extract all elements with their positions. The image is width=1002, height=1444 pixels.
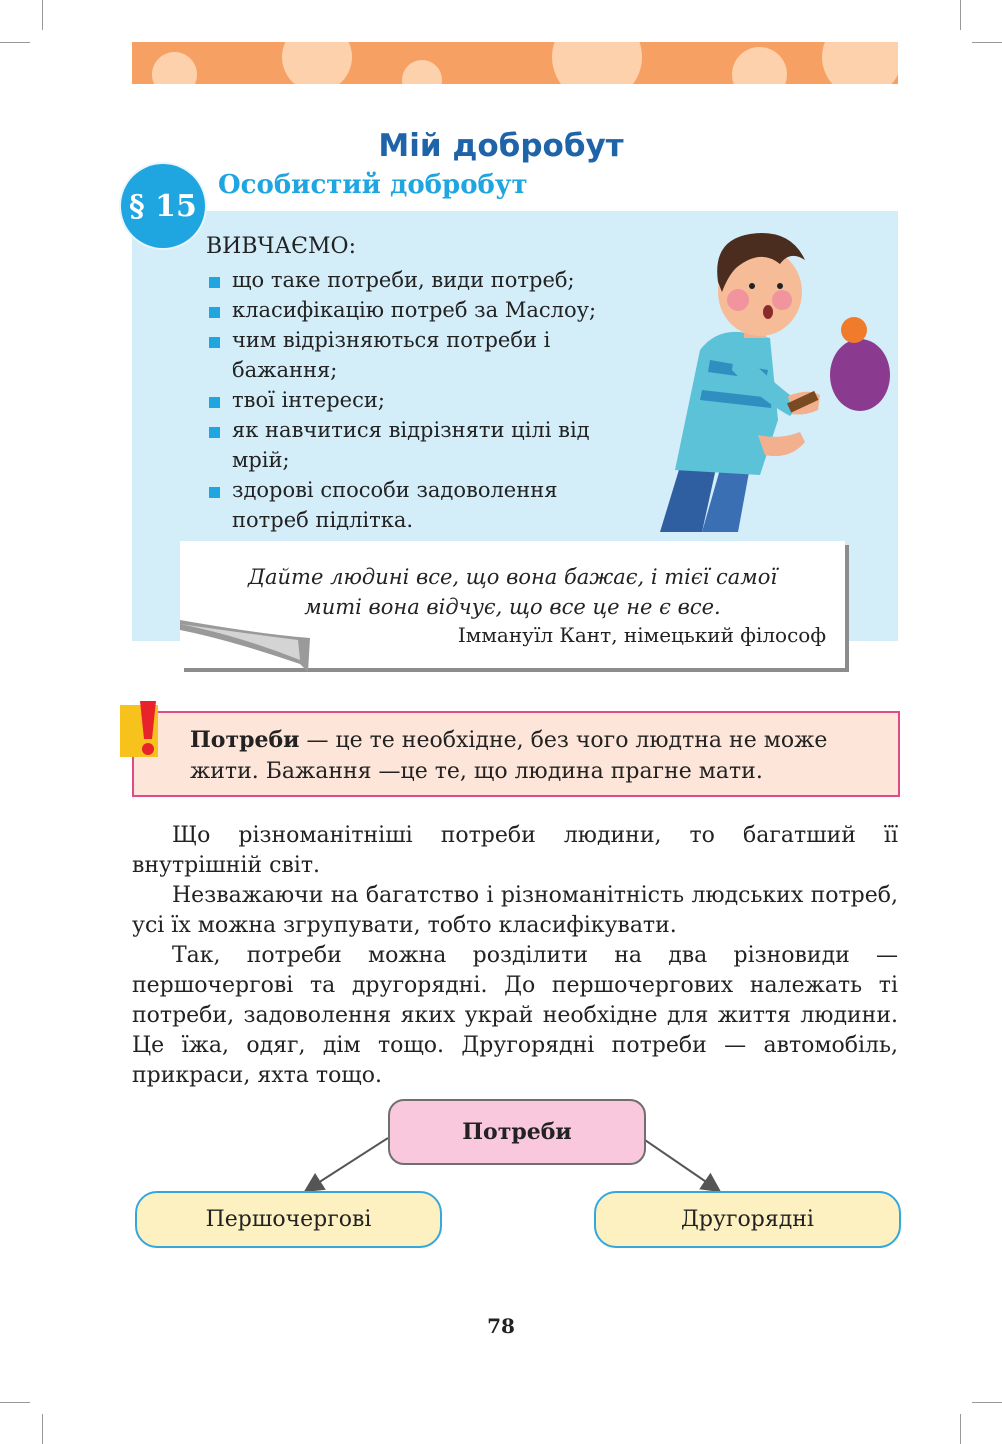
- list-item: як навчитися відрізняти цілі від мрій;: [208, 415, 632, 475]
- exclamation-icon: [118, 699, 172, 759]
- diagram-root-node: Потреби: [388, 1099, 646, 1165]
- crop-mark: [42, 1414, 43, 1444]
- learning-list: [208, 265, 658, 535]
- quote-line: Дайте людині все, що вона бажає, і тієї самої: [247, 565, 778, 589]
- list-item: здорові способи задоволення потреб підлітка.: [208, 475, 632, 535]
- section-number-badge: § 15: [121, 164, 205, 248]
- quote-line: миті вона відчує, що все це не є все.: [304, 595, 721, 619]
- crop-mark: [42, 0, 43, 30]
- body-text: [132, 821, 898, 1091]
- paragraph: Що різноманітніші потреби людини, то багатший її внутрішній світ.: [132, 823, 898, 878]
- diagram-primary-node: Першочергові: [135, 1191, 442, 1248]
- list-item: що таке потреби, види потреб;: [208, 265, 658, 295]
- page-number: 78: [487, 1314, 515, 1338]
- chapter-title: Мій добробут: [378, 128, 624, 164]
- square-bullet-icon: [209, 397, 220, 408]
- square-bullet-icon: [209, 337, 220, 348]
- square-bullet-icon: [209, 307, 220, 318]
- list-item: чим відрізняються потреби і бажання;: [208, 325, 602, 385]
- quote-text: [180, 562, 845, 622]
- header-banner: [132, 42, 898, 84]
- list-item: твої інтереси;: [208, 385, 658, 415]
- square-bullet-icon: [209, 487, 220, 498]
- crop-mark: [972, 42, 1002, 43]
- page-curl-decoration: [180, 620, 310, 672]
- learning-heading: ВИВЧАЄМО:: [206, 234, 356, 259]
- diagram-secondary-node: Другорядні: [594, 1191, 901, 1248]
- square-bullet-icon: [209, 427, 220, 438]
- crop-mark: [0, 1402, 30, 1403]
- definition-term: Потреби: [190, 727, 300, 753]
- crop-mark: [960, 1414, 961, 1444]
- crop-mark: [0, 42, 30, 43]
- paragraph: Незважаючи на багатство і різноманітність людських потреб, усі їх можна згрупувати, тобто класифікувати.: [132, 883, 898, 938]
- section-title: Особистий добробут: [218, 170, 528, 200]
- quote-author: Іммануїл Кант, німецький філософ: [457, 623, 826, 647]
- list-item: класифікацію потреб за Маслоу;: [208, 295, 658, 325]
- crop-mark: [972, 1402, 1002, 1403]
- crop-mark: [960, 0, 961, 30]
- definition-text: Потреби — це те необхідне, без чого людтна не може жити. Бажання —це те, що людина прагне мати.: [190, 727, 828, 784]
- square-bullet-icon: [209, 277, 220, 288]
- boy-table-tennis-illustration: [640, 220, 900, 532]
- paragraph: Так, потреби можна розділити на два різновиди — першочергові та другорядні. До першочергових належать ті потреби, задоволення яких украй необхідне для життя людини. Це їжа, одяг, дім тощо. Другорядні потреби — автомобіль, прикраси, яхта тощо.: [132, 943, 898, 1088]
